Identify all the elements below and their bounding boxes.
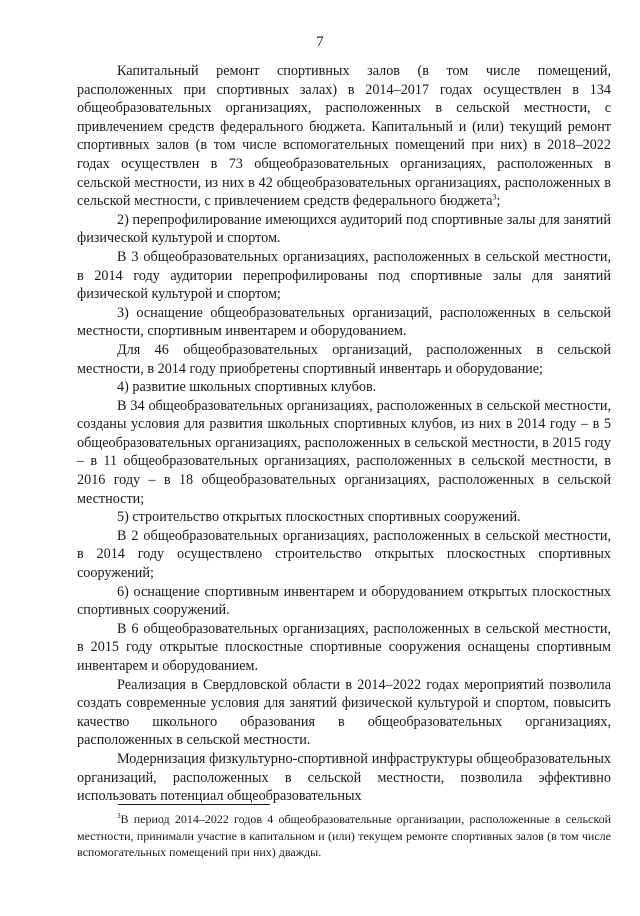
paragraph-item-5-detail: В 2 общеобразовательных организациях, расположенных в сельской местности, в 2014 году осуществлено строительство открытых плоскостных спортивных сооружений; <box>77 527 611 582</box>
paragraph-modernization: Модернизация физкультурно-спортивной инфраструктуры общеобразовательных организаций, расположенных в сельской местности, позволила эффективно использовать потенциал общеобразовательных <box>77 750 611 805</box>
paragraph-end: ; <box>496 193 501 210</box>
paragraph-item-6: 6) оснащение спортивным инвентарем и оборудованием открытых плоскостных спортивных сооружений. <box>77 583 611 619</box>
paragraph-item-2-detail: В 3 общеобразовательных организациях, расположенных в сельской местности, в 2014 году аудитории перепрофилированы под спортивные залы для занятий физической культурой и спортом; <box>77 248 611 303</box>
paragraph-item-3-detail: Для 46 общеобразовательных организаций, расположенных в сельской местности, в 2014 году приобретены спортивный инвентарь и оборудование; <box>77 341 611 377</box>
paragraph-item-3: 3) оснащение общеобразовательных организаций, расположенных в сельской местности, спортивным инвентарем и оборудованием. <box>77 304 611 340</box>
page-number: 7 <box>316 34 324 50</box>
footnote-reference[interactable]: 3 <box>492 192 497 202</box>
paragraph-item-5: 5) строительство открытых плоскостных спортивных сооружений. <box>117 509 521 526</box>
paragraph-capital-repair <box>77 62 611 211</box>
footnote-text: В период 2014–2022 годов 4 общеобразовательные организации, расположенные в сельской местности, принимали участие в капитальном и (или) текущем ремонте спортивных залов (в том числе вспомогательных помещений при них) дважды. <box>77 812 611 859</box>
paragraph-item-2: 2) перепрофилирование имеющихся аудиторий под спортивные залы для занятий физической культурой и спортом. <box>77 211 611 247</box>
document-body <box>77 62 611 806</box>
paragraph-summary: Реализация в Свердловской области в 2014–2022 годах мероприятий позволила создать современные условия для занятий физической культурой и спортом, повысить качество школьного образования в общеобразовательных организациях, расположенных в сельской местности. <box>77 676 611 749</box>
footnote-separator <box>118 804 270 805</box>
paragraph-item-4-detail: В 34 общеобразовательных организациях, расположенных в сельской местности, созданы условия для развития школьных спортивных клубов, из них в 2014 году – в 5 общеобразовательных организациях, расположенных в сельской местности, в 2015 году – в 11 общеобразовательных организациях, расположенных в сельской местности, в 2016 году – в 18 общеобразовательных организациях, расположенных в сельской местности; <box>77 397 611 507</box>
footnote <box>77 811 611 861</box>
paragraph-item-4: 4) развитие школьных спортивных клубов. <box>117 379 377 396</box>
paragraph-text: Капитальный ремонт спортивных залов (в том числе помещений, расположенных при спортивных залах) в 2014–2017 годах осуществлен в 134 общеобразовательных организациях, расположенных в сельской местности, с привлечением средств федерального бюджета. Капитальный и (или) текущий ремонт спортивных залов (в том числе вспомогательных помещений при них) в 2018–2022 годах осуществлен в 73 общеобразовательных организациях, расположенных в сельской местности, из них в 42 общеобразовательных организациях, расположенных в сельской местности, с привлечением средств федерального бюджета <box>77 63 611 210</box>
paragraph-item-6-detail: В 6 общеобразовательных организациях, расположенных в сельской местности, в 2015 году открытые плоскостные спортивные сооружения оснащены спортивным инвентарем и оборудованием. <box>77 620 611 674</box>
footnote-marker: 3 <box>117 812 121 820</box>
